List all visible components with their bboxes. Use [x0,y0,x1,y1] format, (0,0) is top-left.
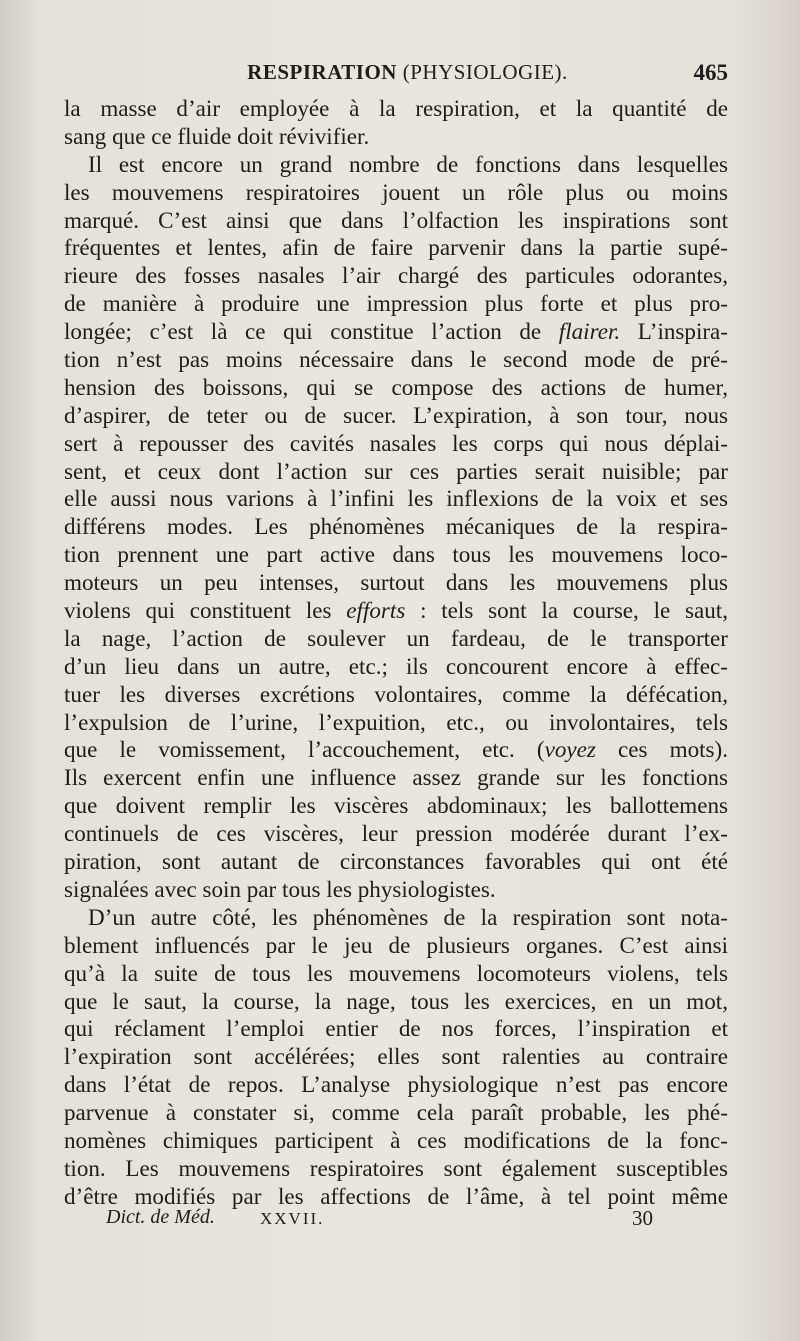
text-line: violens qui constituent les efforts : tels sont la course, le saut, [64,597,728,624]
body-text [64,95,728,1211]
text-line: tion prennent une part active dans tous les mouvemens loco- [64,541,728,568]
text-line: moteurs un peu intenses, surtout dans les mouvemens plus [64,569,728,596]
text-line: la nage, l’action de soulever un fardeau, de le transporter [64,624,728,651]
text-line: hension des boissons, qui se compose des actions de humer, [64,373,728,400]
italic-term: voyez [544,736,596,763]
text-line: d’aspirer, de teter ou de sucer. L’expiration, à son tour, nous [64,401,728,428]
text-line: continuels de ces viscères, leur pression modérée durant l’ex- [64,820,728,847]
text-line: D’un autre côté, les phénomènes de la respiration sont nota- [88,903,728,930]
text-line: de manière à produire une impression plus forte et plus pro- [64,290,728,317]
text-line: que le vomissement, l’accouchement, etc. (voyez ces mots). [64,736,728,763]
footer-signature: Dict. de Méd. [106,1206,215,1228]
running-head-title: RESPIRATION [247,60,397,84]
running-head [62,60,728,85]
text-line: Ils exercent enfin une influence assez grande sur les fonctions [64,764,728,791]
text-line: les mouvemens respiratoires jouent un rôle plus ou moins [64,178,728,205]
text-line: sent, et ceux dont l’action sur ces parties serait nuisible; par [64,457,728,484]
page-header [62,60,728,90]
text-line: tuer les diverses excrétions volontaires, comme la défécation, [64,680,728,707]
text-line: l’expiration sont accélérées; elles sont ralenties au contraire [64,1043,728,1070]
text-line: longée; c’est là ce qui constitue l’action de flairer. L’inspira- [64,318,728,345]
text-line: sert à repousser des cavités nasales les corps qui nous déplai- [64,429,728,456]
text-line: marqué. C’est ainsi que dans l’olfaction les inspirations sont [64,206,728,233]
text-line: fréquentes et lentes, afin de faire parvenir dans la partie supé- [64,234,728,261]
text-line: signalées avec soin par tous les physiologistes. [64,875,496,902]
text-line: piration, sont autant de circonstances favorables qui ont été [64,848,728,875]
italic-term: flairer. [558,318,621,345]
page-footer [62,1206,728,1234]
text-line: différens modes. Les phénomènes mécaniques de la respira- [64,513,728,540]
running-head-subtitle: (PHYSIOLOGIE). [402,60,568,84]
text-line: d’être modifiés par les affections de l’âme, à tel point même [64,1182,728,1209]
italic-term: efforts [346,597,406,624]
text-line: nomènes chimiques participent à ces modifications de la fonc- [64,1126,728,1153]
text-line: parvenue à constater si, comme cela paraît probable, les phé- [64,1099,728,1126]
page-number: 465 [693,60,728,85]
text-line: l’expulsion de l’urine, l’expuition, etc., ou involontaires, tels [64,708,728,735]
text-line: d’un lieu dans un autre, etc.; ils concourent encore à effec- [64,652,728,679]
text-line: elle aussi nous varions à l’infini les inflexions de la voix et ses [64,485,728,512]
footer-sheet-number: 30 [632,1206,653,1230]
text-line: blement influencés par le jeu de plusieurs organes. C’est ainsi [64,931,728,958]
text-line: dans l’état de repos. L’analyse physiologique n’est pas encore [64,1071,728,1098]
text-line: tion n’est pas moins nécessaire dans le second mode de pré- [64,346,728,373]
text-line: qu’à la suite de tous les mouvemens locomoteurs violens, tels [64,959,728,986]
text-line: la masse d’air employée à la respiration, et la quantité de [64,95,728,121]
text-line: qui réclament l’emploi entier de nos forces, l’inspiration et [64,1015,728,1042]
text-line: Il est encore un grand nombre de fonctions dans lesquelles [88,150,728,177]
text-line: sang que ce fluide doit révivifier. [64,122,370,149]
text-line: tion. Les mouvemens respiratoires sont également susceptibles [64,1154,728,1181]
footer-volume: XXVII. [260,1209,325,1228]
text-line: rieure des fosses nasales l’air chargé des particules odorantes, [64,262,728,289]
text-line: que le saut, la course, la nage, tous les exercices, en un mot, [64,987,728,1014]
text-line: que doivent remplir les viscères abdominaux; les ballottemens [64,792,728,819]
